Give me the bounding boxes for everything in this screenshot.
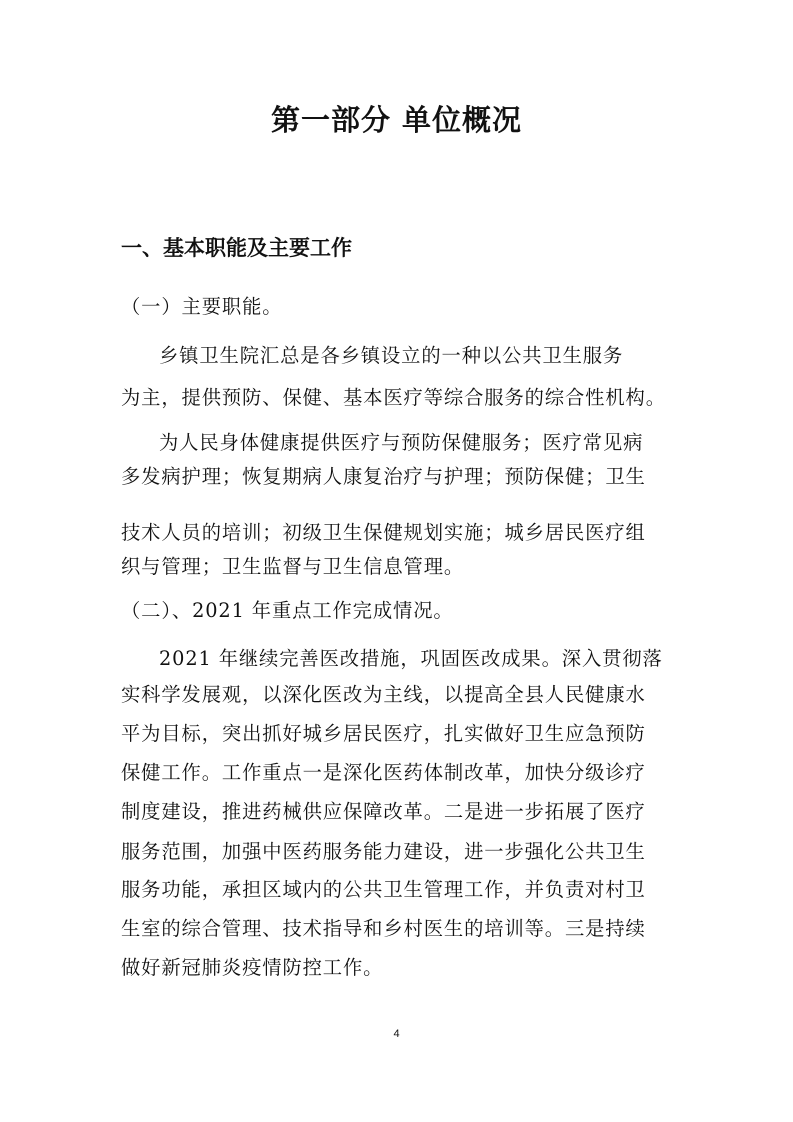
paragraph-line: 实科学发展观，以深化医改为主线，以提高全县人民健康水 <box>121 683 646 706</box>
paragraph-line: 服务范围，加强中医药服务能力建设，进一步强化公共卫生 <box>121 840 646 863</box>
page-title: 第一部分 单位概况 <box>270 103 523 137</box>
paragraph-line: 技术人员的培训；初级卫生保健规划实施；城乡居民医疗组 <box>121 521 646 544</box>
paragraph-line: 2021 年继续完善医改措施，巩固医改成果。深入贯彻落 <box>159 647 663 670</box>
subsection-heading-functions: （一）主要职能。 <box>121 295 283 318</box>
page-number: 4 <box>393 1028 400 1040</box>
paragraph-line: 为主，提供预防、保健、基本医疗等综合服务的综合性机构。 <box>121 386 666 409</box>
paragraph-line: 为人民身体健康提供医疗与预防保健服务；医疗常见病 <box>159 431 644 454</box>
section-heading: 一、基本职能及主要工作 <box>121 236 352 260</box>
paragraph-line: 做好新冠肺炎疫情防控工作。 <box>121 956 384 979</box>
paragraph-line: 制度建设，推进药械供应保障改革。二是进一步拓展了医疗 <box>121 800 646 823</box>
paragraph-line: 织与管理；卫生监督与卫生信息管理。 <box>121 555 465 578</box>
paragraph-line: 多发病护理；恢复期病人康复治疗与护理；预防保健；卫生 <box>121 465 646 488</box>
paragraph-line: 乡镇卫生院汇总是各乡镇设立的一种以公共卫生服务 <box>159 344 624 367</box>
paragraph-line: 服务功能，承担区域内的公共卫生管理工作，并负责对村卫 <box>121 878 646 901</box>
paragraph-line: 保健工作。工作重点一是深化医药体制改革，加快分级诊疗 <box>121 761 646 784</box>
paragraph-line: 平为目标，突出抓好城乡居民医疗，扎实做好卫生应急预防 <box>121 722 646 745</box>
subsection-heading-2021-work: （二）、2021 年重点工作完成情况。 <box>121 599 454 622</box>
paragraph-line: 生室的综合管理、技术指导和乡村医生的培训等。三是持续 <box>121 917 646 940</box>
